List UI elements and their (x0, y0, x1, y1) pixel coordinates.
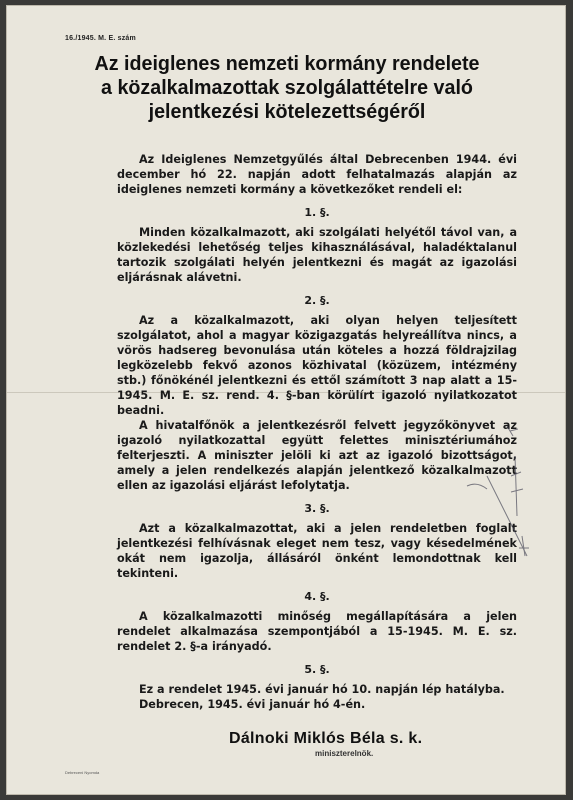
document-title (57, 52, 518, 124)
section-paragraph: Ez a rendelet 1945. évi január hó 10. napján lép hatályba. (139, 683, 505, 696)
section-heading: 2. §. (304, 294, 330, 307)
section-paragraph: A közalkalmazotti minőség megállapítására a jelen rendelet alkalmazása szempontjából a 15-1945. M. E. sz. rendelet 2. §-a irányadó. (117, 610, 517, 653)
section-paragraph: Minden közalkalmazott, aki szolgálati helyétől távol van, a közlekedési lehetőség teljes kihasználásával, haladéktalanul tartozik szolgálati helyén jelentkezni és magát az igazolási eljárásnak alávetni. (117, 226, 517, 284)
document-sheet (6, 5, 566, 795)
preamble: Az Ideiglenes Nemzetgyűlés által Debrecenben 1944. évi december hó 22. napján adott felhatalmazás alapján az ideiglenes nemzeti kormány a következőket rendeli el: (117, 153, 517, 196)
title-line: jelentkezési kötelezettségéről (148, 100, 426, 123)
section-heading: 4. §. (304, 590, 330, 603)
signature: Dálnoki Miklós Béla s. k. (229, 730, 423, 747)
title-line: a közalkalmazottak szolgálattételre való (101, 76, 473, 99)
place-date: Debrecen, 1945. évi január hó 4-én. (139, 698, 366, 711)
title-line: Az ideiglenes nemzeti kormány rendelete (94, 52, 480, 75)
section-paragraph: Azt a közalkalmazottat, aki a jelen rendeletben foglalt jelentkezési felhívásnak eleget nem tesz, vagy késedelmének okát nem igazolja, állásáról önként lemondottnak kell tekinteni. (117, 522, 517, 580)
section-heading: 5. §. (304, 663, 330, 676)
section-paragraph: Az a közalkalmazott, aki olyan helyen teljesített szolgálatot, ahol a magyar közigazgatás helyreállítva nincs, a vörös hadsereg bevonulása után köteles a hozzá földrajzilag legközelebb fekvő azonos közhivatal (közüzem, intézmény stb.) főnökénél jelentkezni és ettől számított 3 nap alatt a 15-1945. M. E. sz. rend. 4. §-ban körülírt igazoló nyilatkozatot beadni. (117, 314, 517, 417)
section-heading: 3. §. (304, 502, 330, 515)
document-number: 16./1945. M. E. szám (65, 35, 136, 42)
handwritten-marks (447, 416, 557, 576)
signature-title: miniszterelnök. (315, 749, 374, 758)
printer-note: Debreceni Nyomda (65, 770, 100, 775)
section-paragraph: A hivatalfőnök a jelentkezésről felvett jegyzőkönyvet az igazoló nyilatkozattal együtt felettes minisztériumához felterjeszti. A miniszter jelöli ki azt az igazoló bizottságot, amely a jelen rendelkezés alapján jelentkező közalkalmazott ellen az igazolási eljárást lefolytatja. (117, 419, 517, 492)
section-heading: 1. §. (304, 206, 330, 219)
